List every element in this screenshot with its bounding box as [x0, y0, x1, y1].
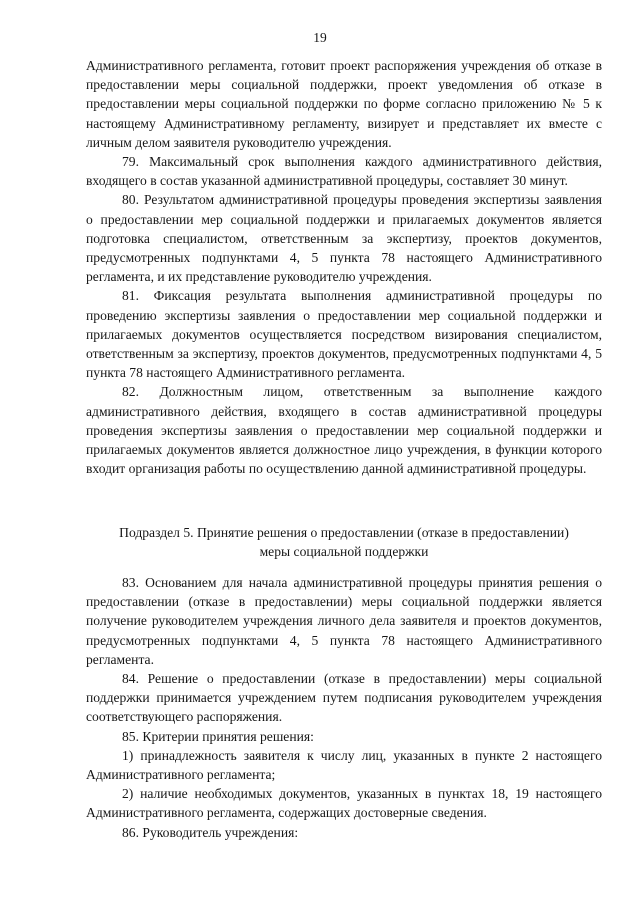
paragraph-83: 83. Основанием для начала административной процедуры принятия решения о предоставлении (отказе в предоставлении) меры социальной поддержки является получение руководителем учреждения личного дела заявителя и проектов документов, предусмотренных подпунктами 4, 5 пункта 78 настоящего Административного регламента. [86, 575, 602, 667]
body-text-block [86, 56, 602, 478]
section-heading-line-1: Подраздел 5. Принятие решения о предоставлении (отказе в предоставлении) [119, 525, 569, 540]
paragraph-85: 85. Критерии принятия решения: [122, 728, 314, 744]
paragraph-80: 80. Результатом административной процедуры проведения экспертизы заявления о предоставлении мер социальной поддержки и прилагаемых документов является подготовка специалистом, ответственным за экспертизу, проектов документов, предусмотренных подпунктами 4, 5 пункта 78 настоящего Административного регламента, и их представление руководителю учреждения. [86, 192, 602, 285]
paragraph-86: 86. Руководитель учреждения: [122, 824, 299, 840]
paragraph-84: 84. Решение о предоставлении (отказе в предоставлении) меры социальной поддержки принимается учреждением путем подписания руководителем учреждения соответствующего распоряжения. [86, 671, 602, 725]
paragraph-79: 79. Максимальный срок выполнения каждого административного действия, входящего в состав указанной административной процедуры, составляет 30 минут. [86, 154, 602, 189]
section-heading [86, 523, 602, 561]
section-heading-line-2: меры социальной поддержки [259, 544, 429, 560]
body-text-block [86, 573, 602, 842]
paragraph-82: 82. Должностным лицом, ответственным за выполнение каждого административного действия, входящего в состав административной процедуры проведения экспертизы заявления о предоставлении мер социальной поддержки и прилагаемых документов является должностное лицо учреждения, в функции которого входит организация работы по осуществлению данной административной процедуры. [86, 384, 602, 477]
paragraph-continuation: Административного регламента, готовит проект распоряжения учреждения об отказе в предоставлении меры социальной поддержки, проект уведомления об отказе в предоставлении меры социальной поддержки по форме согласно приложению № 5 к настоящему Административному регламенту, визирует и представляет их вместе с личным делом заявителя руководителю учреждения. [86, 58, 602, 150]
paragraph-85-item-1: 1) принадлежность заявителя к числу лиц, указанных в пункте 2 настоящего Административного регламента; [86, 747, 602, 783]
paragraph-85-item-2: 2) наличие необходимых документов, указанных в пунктах 18, 19 настоящего Административного регламента, содержащих достоверные сведения. [86, 786, 602, 821]
paragraph-81: 81. Фиксация результата выполнения административной процедуры по проведению экспертизы заявления о предоставлении мер социальной поддержки и прилагаемых документов осуществляется посредством визирования специалистом, ответственным за экспертизу, проектов документов, предусмотренных подпунктами 4, 5 пункта 78 настоящего Административного регламента. [86, 288, 602, 381]
page-number: 19 [313, 30, 327, 45]
